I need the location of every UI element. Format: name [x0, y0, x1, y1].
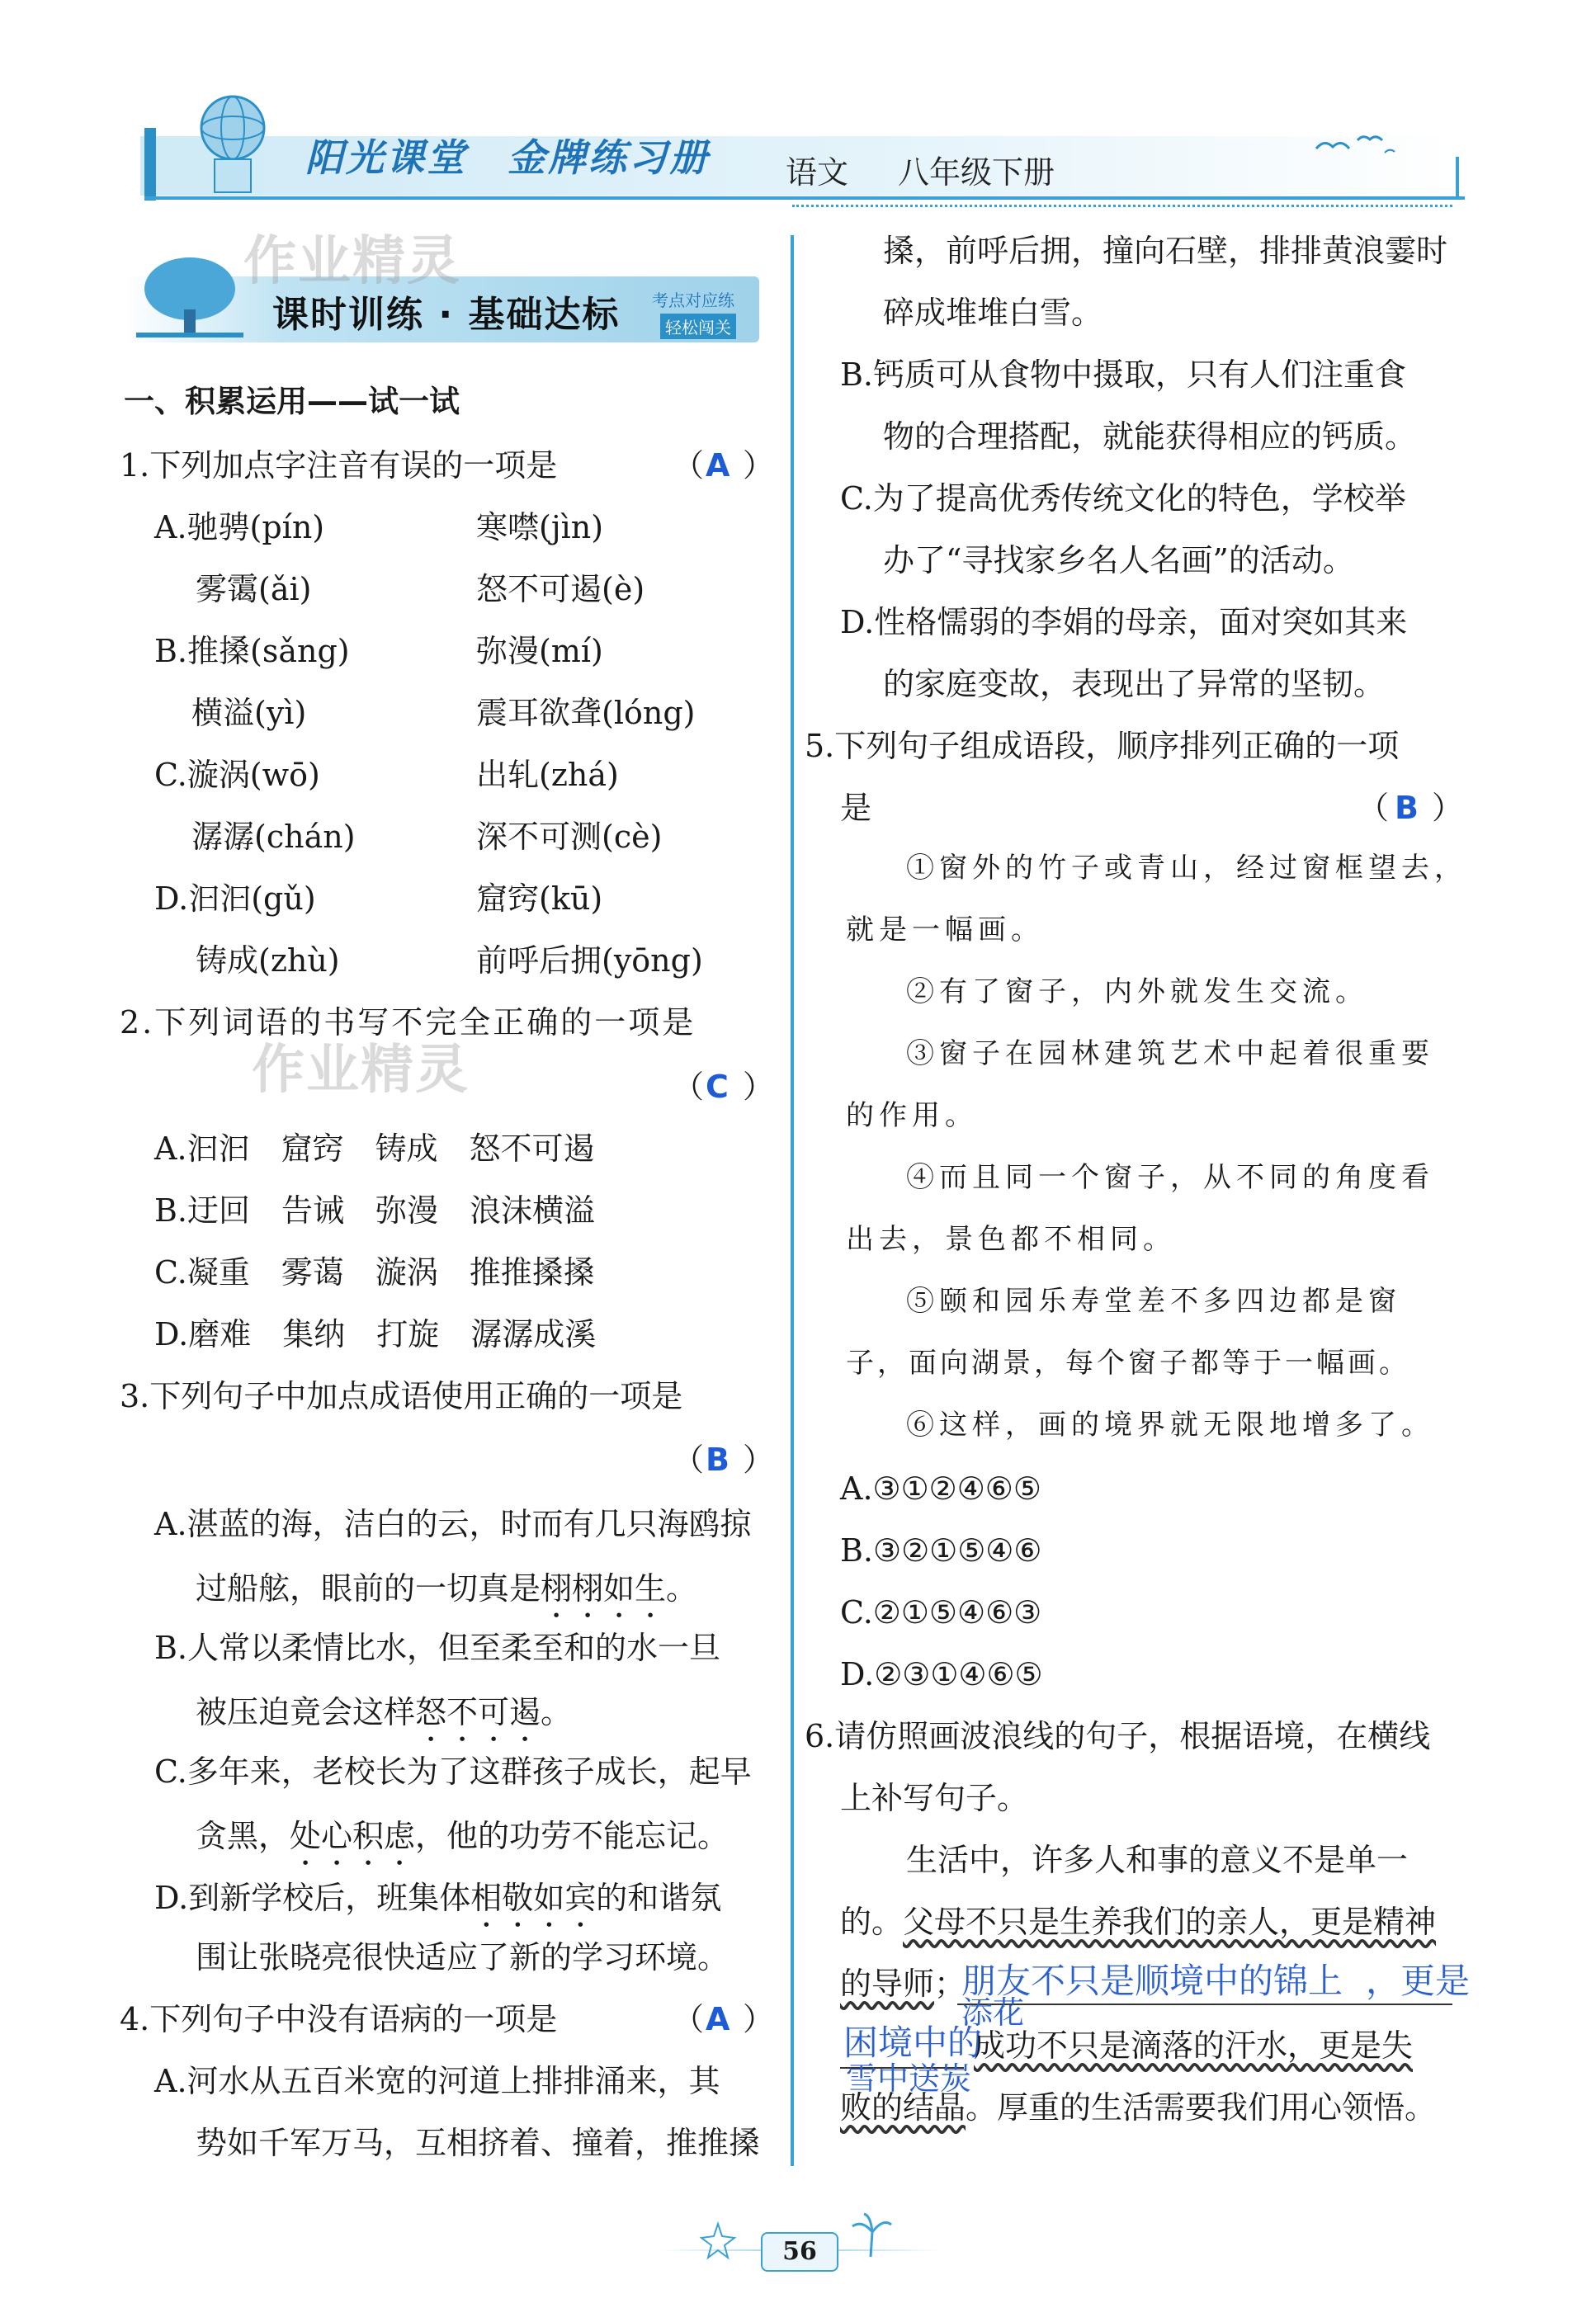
q3-option-b-line1: B.人常以柔情比水，但至柔至和的水一旦 — [154, 1630, 721, 1666]
q4-answer: A — [706, 2001, 730, 2037]
q6-handwritten-answer-1: 朋友不只是顺境中的锦上 — [961, 1961, 1343, 2001]
q1-paren-left: （ — [673, 447, 705, 484]
q1-option-c1: C.漩涡(wō) — [154, 757, 320, 793]
q6-passage-line2: 的。父母不只是生养我们的亲人，更是精神 — [840, 1904, 1437, 1940]
q5-sentence-1-line1: ①窗外的竹子或青山，经过窗框望去， — [906, 852, 1467, 885]
palm-icon — [846, 2211, 895, 2264]
q4-option-a-line4: 碎成堆堆白雪。 — [883, 295, 1103, 331]
q1-option-a4: 怒不可遏(è) — [476, 571, 645, 607]
q5-option-d: D.②③①④⑥⑤ — [840, 1656, 1043, 1692]
watermark: 作业精灵 — [252, 1040, 470, 1101]
q2-stem: 2.下列词语的书写不完全正确的一项是 — [120, 1004, 696, 1041]
q5-sentence-5-line2: 子，面向湖景，每个窗子都等于一幅画。 — [846, 1347, 1410, 1380]
q4-stem: 4.下列句子中没有语病的一项是 — [120, 2001, 558, 2037]
banner-tag-top: 考点对应练 — [652, 290, 734, 310]
q5-sentence-5-line1: ⑤颐和园乐寿堂差不多四边都是窗 — [906, 1285, 1401, 1318]
q5-option-b: B.③②①⑤④⑥ — [840, 1532, 1042, 1569]
q5-sentence-2: ②有了窗子，内外就发生交流。 — [906, 975, 1368, 1008]
q4-paren-left: （ — [673, 2001, 705, 2037]
q2-option-b: B.迂回 告诫 弥漫 浪沫横溢 — [154, 1192, 596, 1229]
q1-option-c3: 潺潺(chán) — [191, 819, 356, 855]
globe-logo-icon — [182, 78, 289, 197]
q6-passage-line1: 生活中，许多人和事的意义不是单一 — [906, 1842, 1409, 1878]
series-title-2: 金牌练习册 — [508, 135, 710, 180]
q1-option-d3: 铸成(zhù) — [196, 942, 340, 979]
page-number: 56 — [761, 2232, 838, 2272]
q1-option-d1: D.汩汩(gǔ) — [154, 880, 316, 917]
section-heading: 一、积累运用——试一试 — [124, 384, 460, 419]
q1-option-a2: 寒噤(jìn) — [476, 509, 604, 545]
q6-stem-line1: 6.请仿照画波浪线的句子，根据语境，在横线 — [805, 1718, 1431, 1754]
q3-option-d-line2: 围让张晓亮很快适应了新的学习环境。 — [196, 1939, 730, 1975]
q3-answer: B — [706, 1442, 730, 1478]
q1-option-b4: 震耳欲聋(lóng) — [476, 695, 696, 731]
q5-sentence-4-line1: ④而且同一个窗子，从不同的角度看 — [906, 1161, 1434, 1194]
q5-paren-right: ） — [1432, 790, 1464, 826]
banner-tag-bottom: 轻松闯关 — [660, 314, 736, 339]
q1-option-b1: B.推搡(sǎng) — [154, 633, 350, 669]
banner-title: 课时训练 · 基础达标 — [272, 294, 621, 336]
q3-option-a-line1: A.湛蓝的海，洁白的云，时而有几只海鸥掠 — [154, 1506, 752, 1542]
q3-option-a-line2: 过船舷，眼前的一切真是栩栩如生。 — [196, 1570, 698, 1607]
q3-option-d-line1: D.到新学校后，班集体相敬如宾的和谐氛 — [154, 1880, 722, 1916]
q5-sentence-4-line2: 出去，景色都不相同。 — [846, 1223, 1176, 1256]
q2-option-d: D.磨难 集纳 打旋 潺潺成溪 — [154, 1316, 597, 1352]
birds-icon — [1312, 124, 1411, 168]
q6-handwritten-answer-2b: 添花 — [961, 1994, 1025, 2031]
q4-option-b-line2: 物的合理搭配，就能获得相应的钙质。 — [883, 418, 1417, 455]
q5-answer: B — [1395, 790, 1419, 826]
q4-option-c-line1: C.为了提高优秀传统文化的特色，学校举 — [840, 480, 1406, 517]
q6-stem-line2: 上补写句子。 — [840, 1780, 1029, 1816]
header-rule — [144, 196, 1465, 200]
q5-stem-line2: 是 — [840, 790, 872, 826]
q2-paren-left: （ — [673, 1069, 705, 1105]
q6-handwritten-answer-1b: ，更是 — [1366, 1961, 1471, 2001]
tree-icon — [128, 252, 252, 346]
q1-option-b2: 弥漫(mí) — [476, 633, 603, 669]
q3-option-c-line1: C.多年来，老校长为了这群孩子成长，起早 — [154, 1753, 752, 1790]
q2-paren-right: ） — [743, 1069, 775, 1105]
q6-answer-line-1 — [957, 2004, 1452, 2005]
q3-paren-left: （ — [673, 1442, 705, 1478]
q4-option-b-line1: B.钙质可从食物中摄取，只有人们注重食 — [840, 356, 1407, 393]
q1-option-b3: 横溢(yì) — [191, 695, 307, 731]
q4-option-c-line2: 办了“寻找家乡名人名画”的活动。 — [883, 542, 1354, 578]
q4-paren-right: ） — [743, 2001, 775, 2037]
q6-handwritten-answer-2: 困境中的 — [843, 2022, 983, 2063]
starfish-icon — [697, 2220, 739, 2264]
q5-sentence-6: ⑥这样，画的境界就无限地增多了。 — [906, 1409, 1434, 1442]
grade-label: 八年级下册 — [898, 154, 1055, 191]
series-title-1: 阳光课堂 — [305, 135, 467, 180]
q5-option-a: A.③①②④⑥⑤ — [840, 1470, 1041, 1507]
q1-option-a3: 雾霭(ǎi) — [196, 571, 312, 607]
q4-option-a-line3: 搡，前呼后拥，撞向石壁，排排黄浪霎时 — [883, 233, 1448, 269]
q1-option-d4: 前呼后拥(yōng) — [476, 942, 703, 979]
header-end-bar — [1456, 157, 1459, 198]
q2-answer: C — [706, 1069, 729, 1105]
q1-answer: A — [706, 447, 730, 484]
q5-sentence-1-line2: 就是一幅画。 — [846, 913, 1044, 946]
subject-label: 语文 — [786, 154, 849, 191]
watermark: 作业精灵 — [243, 231, 461, 292]
header-dotted-rule — [792, 205, 1452, 207]
q2-option-a: A.汩汩 窟窍 铸成 怒不可遏 — [154, 1130, 595, 1167]
q3-option-c-line2: 贪黑，处心积虑，他的功劳不能忘记。 — [196, 1818, 730, 1854]
column-divider — [791, 235, 794, 2166]
q6-handwritten-answer-3: 雪中送炭 — [846, 2060, 972, 2097]
q5-sentence-3-line1: ③窗子在园林建筑艺术中起着很重要 — [906, 1037, 1434, 1070]
q6-passage-line4: 成功不只是滴落的汗水，更是失 — [974, 2027, 1414, 2064]
q1-paren-right: ） — [743, 447, 775, 484]
q4-option-d-line2: 的家庭变故，表现出了异常的坚韧。 — [883, 666, 1386, 702]
q3-stem: 3.下列句子中加点成语使用正确的一项是 — [120, 1378, 683, 1414]
q5-option-c: C.②①⑤④⑥③ — [840, 1594, 1042, 1631]
q4-option-d-line1: D.性格懦弱的李娟的母亲，面对突如其来 — [840, 604, 1408, 640]
q1-option-d2: 窟窍(kū) — [476, 880, 603, 917]
q4-option-a-line2: 势如千军万马，互相挤着、撞着，推推搡 — [196, 2125, 761, 2161]
q5-paren-left: （ — [1358, 790, 1390, 826]
q6-passage-line5: 败的结晶。厚重的生活需要我们用心领悟。 — [840, 2089, 1437, 2126]
q3-option-b-line2: 被压迫竟会这样怒不可遏。 — [196, 1694, 573, 1730]
q4-option-a-line1: A.河水从五百米宽的河道上排排涌来，其 — [154, 2063, 720, 2099]
q2-option-c: C.凝重 雾蔼 漩涡 推推搡搡 — [154, 1254, 595, 1291]
q1-option-c2: 出轧(zhá) — [476, 757, 619, 793]
q5-stem-line1: 5.下列句子组成语段，顺序排列正确的一项 — [805, 728, 1400, 764]
q1-option-a1: A.驰骋(pín) — [154, 509, 325, 545]
q1-option-c4: 深不可测(cè) — [476, 819, 663, 855]
header-accent-bar — [144, 128, 156, 201]
q5-sentence-3-line2: 的作用。 — [846, 1099, 978, 1132]
q1-stem: 1.下列加点字注音有误的一项是 — [120, 447, 558, 484]
q3-paren-right: ） — [743, 1442, 775, 1478]
q6-passage-line3: 的导师； — [840, 1966, 966, 2002]
